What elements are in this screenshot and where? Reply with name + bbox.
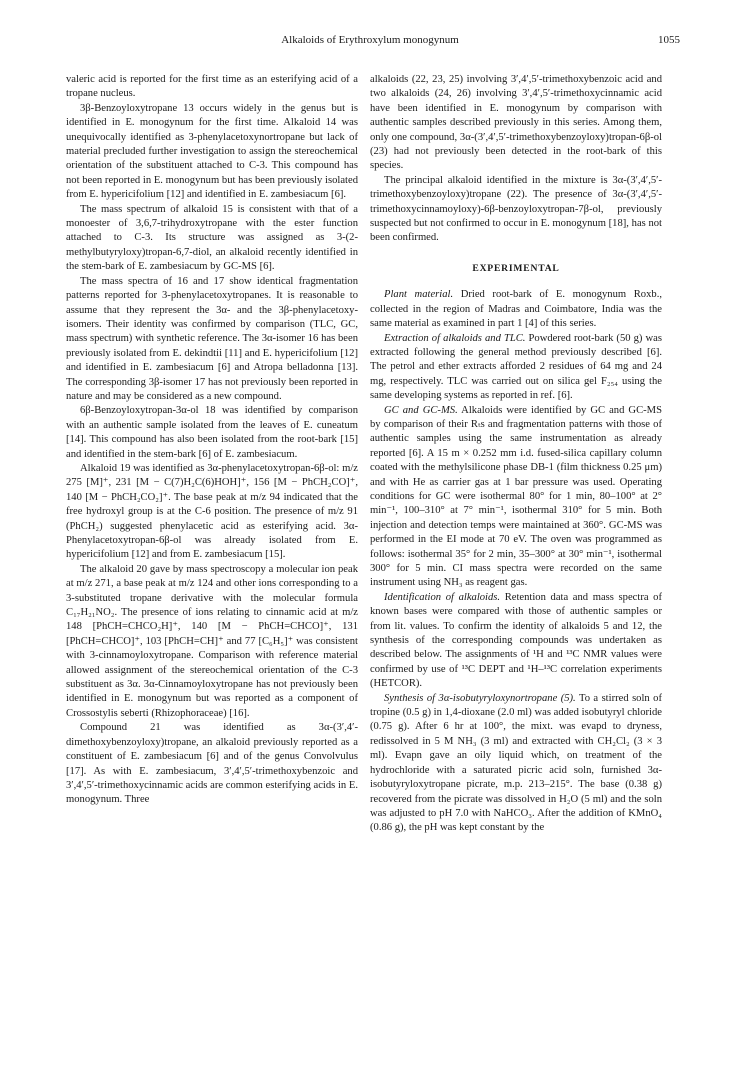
subsection-text: Powdered root-bark (50 g) was extracted following the general method previously described [6]. The petrol and ether extracts afforded 2 residues of 64 mg and 24 mg, respectively. TLC was carried out on silica gel F₂₅₄ using the same developing systems as reported in ref. [6]. <box>370 332 662 402</box>
subsection-paragraph <box>370 692 662 836</box>
subsection-paragraph <box>370 404 662 591</box>
subsection-label: Plant material. <box>384 289 454 301</box>
paragraph: The principal alkaloid identified in the mixture is 3α-(3′,4′,5′-trimethoxybenzoyloxy)tropane (22). The presence of 3α-(3′,4′,5′-trimethoxycinnamoyloxy)-6β-benzoyloxytropan-7β-ol, previously suspected but not confirmed to occur in E. monogynum [18], has not been confirmed. <box>370 174 662 244</box>
paragraph: alkaloids (22, 23, 25) involving 3′,4′,5′-trimethoxybenzoic acid and two alkaloids (24, 26) involving 3′,4′,5′-trimethoxycinnamic acid have been identified in E. monogynum by comparison with authentic samples described previously in this series. Among them, only one compound, 3α-(3′,4′,5′-trimethoxybenzoyloxy)tropan-6β-ol (23) had not previously been detected in the root-bark of this species. <box>370 74 662 172</box>
paragraph: valeric acid is reported for the first time as an esterifying acid of a tropane nucleus. <box>66 74 358 100</box>
running-title: Alkaloids of Erythroxylum monogynum <box>281 34 459 46</box>
subsection-paragraph <box>370 288 662 331</box>
section-heading-experimental: EXPERIMENTAL <box>472 262 560 274</box>
paragraph: 6β-Benzoyloxytropan-3α-ol 18 was identified by comparison with an authentic sample isolated from the leaves of E. cuneatum [14]. This compound has also been isolated from the root-bark [15] and identified in the stem-bark [6] of E. zambesiacum. <box>66 405 358 460</box>
subsection-text: Alkaloids were identified by GC and GC-MS by comparison of their Rₜs and fragmentation patterns with those of authentic samples using the same instrumentation as already reported [6]. A 15 m × 0.252 mm i.d. fused-silica capillary column coated with the methylsilicone phase DB-1 (film thickness 0.25 μm) and with He as carrier gas at 1 bar pressure was used. Operating conditions for GC were isothermal 80° for 1 min, 80–100° at 2° min⁻¹, 100–310° at 7° min⁻¹, isothermal 310° for 5 min. Both injection and detection temps were maintained at 360°. GC-MS was performed in the EI mode at 70 eV. The oven was programmed as follows: isothermal 35° for 2 min, 35–300° at 30° min⁻¹, isothermal 300° for 5 min. CI mass spectra were recorded on the same instrument using NH₃ as reagent gas. <box>370 404 662 589</box>
paragraph: Alkaloid 19 was identified as 3α-phenylacetoxytropan-6β-ol: m/z 275 [M]⁺, 231 [M − C(7)H₂C(6)HOH]⁺, 156 [M − PhCH₂CO]⁺, 140 [M − PhCH₂CO₂]⁺. The base peak at m/z 94 indicated that the free hydroxyl group is at the C-6 position. The presence of m/z 91 (PhCH₂) suggested phenylacetic acid as esterifying acid. 3α-Phenylacetoxytropan-6β-ol was already isolated from E. hypericifolium [12] and from E. zambesiacum [15]. <box>66 462 358 561</box>
right-column <box>370 73 662 1063</box>
paragraph: The mass spectrum of alkaloid 15 is consistent with that of a monoester of 3,6,7-trihydroxytropane with the ester function attached to C-3. Its structure was assigned as 3-(2-methylbutyryloxy)tropan-6,7-diol, an alkaloid recently identified in the stem-bark of E. zambesiacum by GC-MS [6]. <box>66 203 358 273</box>
subsection-text: Dried root-bark of E. monogynum Roxb., collected in the region of Madras and Coimbatore, India was the same material as examined in part 1 [4] of this series. <box>370 289 662 330</box>
running-head <box>60 33 680 49</box>
subsection-text: To a stirred soln of tropine (0.5 g) in 1,4-dioxane (2.0 ml) was added isobutyryl chloride (0.75 g). After 6 hr at 100°, the mixt. was evapd to dryness, redissolved in 5 M NH₃ (3 ml) and extracted with CH₂Cl₂ (3 × 3 ml). Evapn gave an oily liquid which, on treatment of the hydrochloride with a saturated picric acid soln, furnished 3α-isobutyryloxytropane picrate, m.p. 213–215°. The base (0.38 g) recovered from the picrate was dissolved in H₂O (5 ml) and the soln was adjusted to pH 7.0 with NaHCO₃. After the addition of KMnO₄ (0.86 g), the pH was kept constant by the <box>370 692 662 834</box>
paragraph: Compound 21 was identified as 3α-(3′,4′-dimethoxybenzoyloxy)tropane, an alkaloid previously reported as a constituent of E. zambesiacum [6] and of the genus Convolvulus [17]. As with E. zambesiacum, 3′,4′,5′-trimethoxybenzoic and 3′,4′,5′-trimethoxycinnamic acids are common esterifying acids in E. monogynum. Three <box>66 722 358 806</box>
subsection-paragraph <box>370 332 662 404</box>
paragraph: The mass spectra of 16 and 17 show identical fragmentation patterns reported for 3-phenylacetoxytropanes. It is reasonable to assume that they represent the 3α- and the 3β-phenylacetoxy-isomers. Their identity was confirmed by comparison (TLC, GC, mass spectrum) with synthetic reference. The 3α-isomer 16 has been previously isolated from E. dekindtii [11] and E. hypericifolium [12] and identified in E. zambesiacum [6] and Atropa belladonna [13]. The corresponding 3β-isomer 17 has not previously been reported in nature and may be considered as a new compound. <box>66 275 358 402</box>
subsection-text: Retention data and mass spectra of known bases were compared with those of authentic samples or from lit. values. To confirm the identity of alkaloids 5 and 12, the synthesis of the corresponding compounds was undertaken as described below. The assignments of ¹H and ¹³C NMR values were confirmed by use of ¹³C DEPT and ¹H–¹³C correlation experiments (HETCOR). <box>370 591 662 690</box>
paragraph: The alkaloid 20 gave by mass spectroscopy a molecular ion peak at m/z 271, a base peak at m/z 124 and other ions corresponding to a 3-substituted tropane derivative with the molecular formula C₁₇H₂₁NO₂. The presence of ions relating to cinnamic acid at m/z 148 [PhCH=CHCO₂H]⁺, 140 [M − PhCH=CHCO]⁺, 131 [PhCH=CHCO]⁺, 103 [PhCH=CH]⁺ and 77 [C₆H₅]⁺ was consistent with 3-cinnamoyloxytropane. Comparison with reference material allowed assignment of the stereochemical orientation of the C-3 substituent as 3α. 3α-Cinnamoyloxytropane has not previously been identified in E. monogynum but was reported as a component of Crossostylis seberti (Rhizophoraceae) [16]. <box>66 563 358 719</box>
paragraph: 3β-Benzoyloxytropane 13 occurs widely in the genus but is identified in E. monogynum for the first time. Alkaloid 14 was unequivocally identified as 3-phenylacetoxynortropane but lack of material precluded further investigation to assign the stereochemical orientation of the substituent attached to C-3. This compound has not been reported in E. monogynum but has been previously isolated from E. hypericifolium [12] and identified in E. zambesiacum [6]. <box>66 102 358 201</box>
subsection-paragraph <box>370 591 662 692</box>
subsection-label: Extraction of alkaloids and TLC. <box>384 332 526 344</box>
page-number: 1055 <box>658 34 680 46</box>
subsection-label: Synthesis of 3α-isobutyryloxynortropane (5). <box>384 692 576 704</box>
subsection-label: Identification of alkaloids. <box>384 591 501 603</box>
left-column <box>66 73 358 1063</box>
subsection-label: GC and GC-MS. <box>384 404 458 416</box>
